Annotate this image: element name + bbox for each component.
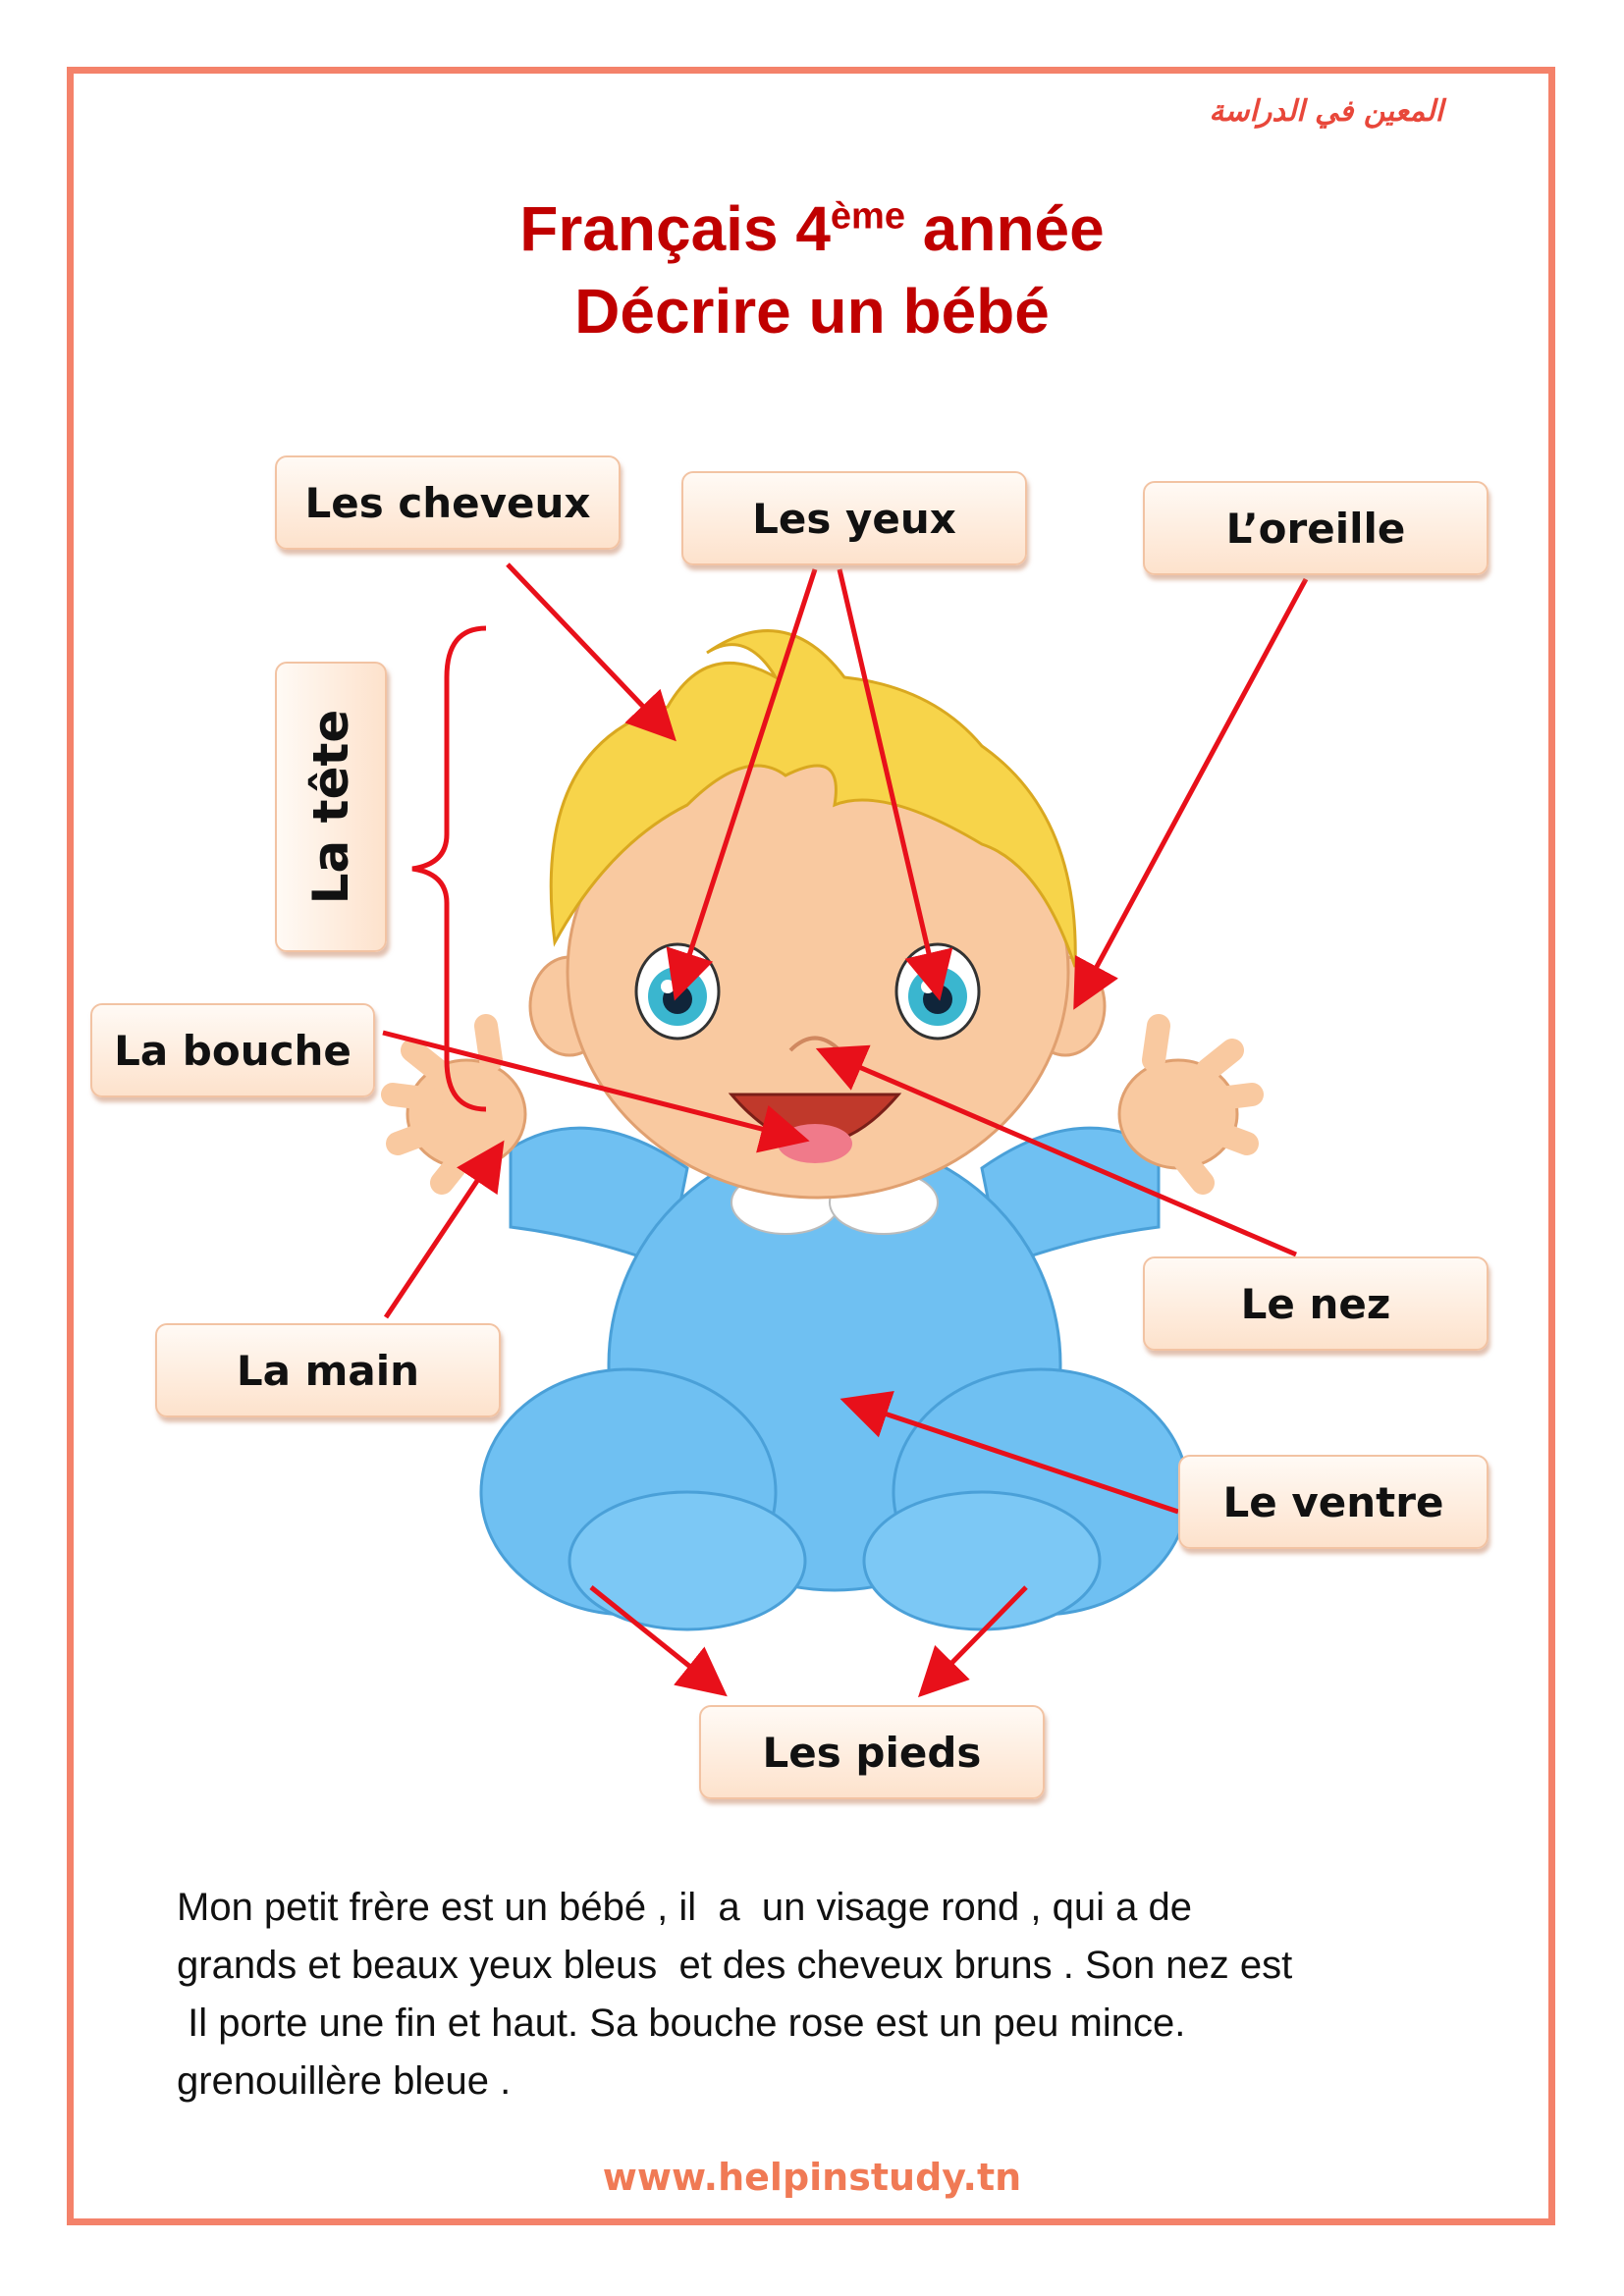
arrow-cheveux	[508, 564, 670, 734]
paragraph-line-1: Mon petit frère est un bébé , il a un visage rond , qui a de	[177, 1886, 1192, 1929]
label-tete	[275, 662, 387, 952]
paragraph-line-4: grenouillère bleue .	[177, 2059, 512, 2103]
title-suffix: année	[904, 193, 1105, 264]
page-subtitle: Décrire un bébé	[574, 276, 1050, 347]
title-prefix: Français 4	[519, 193, 831, 264]
label-tete-text: La tête	[302, 709, 359, 905]
footer-url[interactable]: www.helpinstudy.tn	[602, 2156, 1022, 2199]
label-yeux: Les yeux	[681, 471, 1027, 565]
label-bouche: La bouche	[90, 1003, 375, 1097]
paragraph-line-3: Il porte une fin et haut. Sa bouche rose est un peu mince.	[177, 2002, 1186, 2045]
title-superscript: ème	[830, 195, 905, 238]
paragraph-line-2: grands et beaux yeux bleus et des cheveux bruns . Son nez est	[177, 1944, 1293, 1987]
baby-head	[530, 631, 1105, 1198]
arabic-brand-text: المعين في الدراسة	[1209, 94, 1443, 129]
description-paragraph	[177, 1879, 1453, 2110]
label-cheveux: Les cheveux	[275, 455, 621, 550]
baby-body	[481, 1128, 1188, 1629]
label-nez: Le nez	[1143, 1256, 1489, 1351]
label-main: La main	[155, 1323, 501, 1417]
arrow-oreille	[1078, 579, 1306, 1001]
label-oreille: L’oreille	[1143, 481, 1489, 575]
head-brace	[412, 628, 486, 1109]
label-ventre: Le ventre	[1178, 1455, 1489, 1549]
label-pieds: Les pieds	[699, 1705, 1045, 1799]
